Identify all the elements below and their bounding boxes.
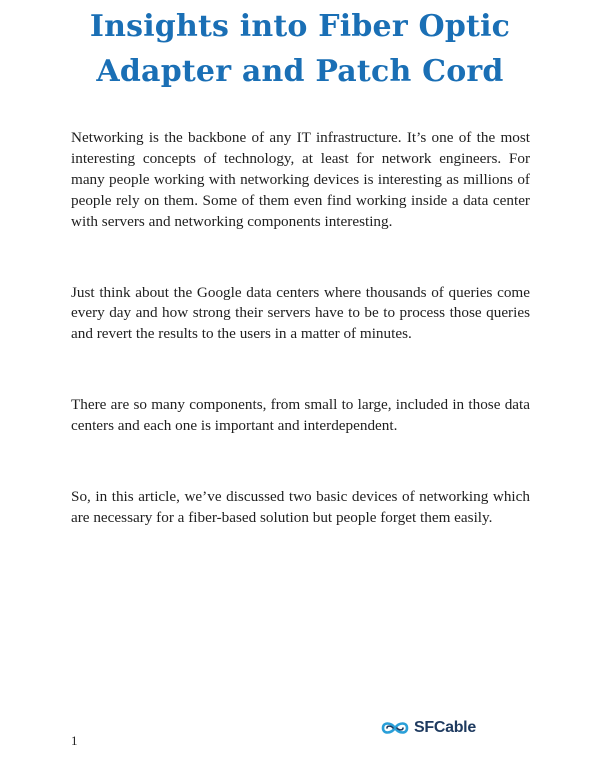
page-title-line-2: Adapter and Patch Cord bbox=[96, 54, 504, 89]
paragraph-3: There are so many components, from small to large, included in those data centers and each one is important and interdependent. bbox=[71, 396, 530, 435]
paragraph-4: So, in this article, we’ve discussed two basic devices of networking which are necessary for a fiber-based solution but people forget them easily. bbox=[71, 488, 530, 526]
sfcable-logo-icon bbox=[380, 717, 410, 739]
article-body bbox=[71, 128, 530, 529]
paragraph-2: Just think about the Google data centers where thousands of queries come every day and how strong their servers have to be to process those queries and revert the results to the users in a matter of minutes. bbox=[71, 283, 530, 343]
page-title bbox=[40, 4, 560, 94]
paragraph-1: Networking is the backbone of any IT infrastructure. It’s one of the most interesting concepts of technology, at least for network engineers. For many people working with networking devices is interesting as millions of people rely on them. Some of them even find working inside a data center with servers and networking components interesting. bbox=[71, 129, 530, 230]
page-number: 1 bbox=[71, 733, 78, 748]
brand-logo bbox=[380, 716, 476, 740]
brand-name: SFCable bbox=[414, 719, 476, 736]
page-title-line-1: Insights into Fiber Optic bbox=[89, 9, 511, 44]
